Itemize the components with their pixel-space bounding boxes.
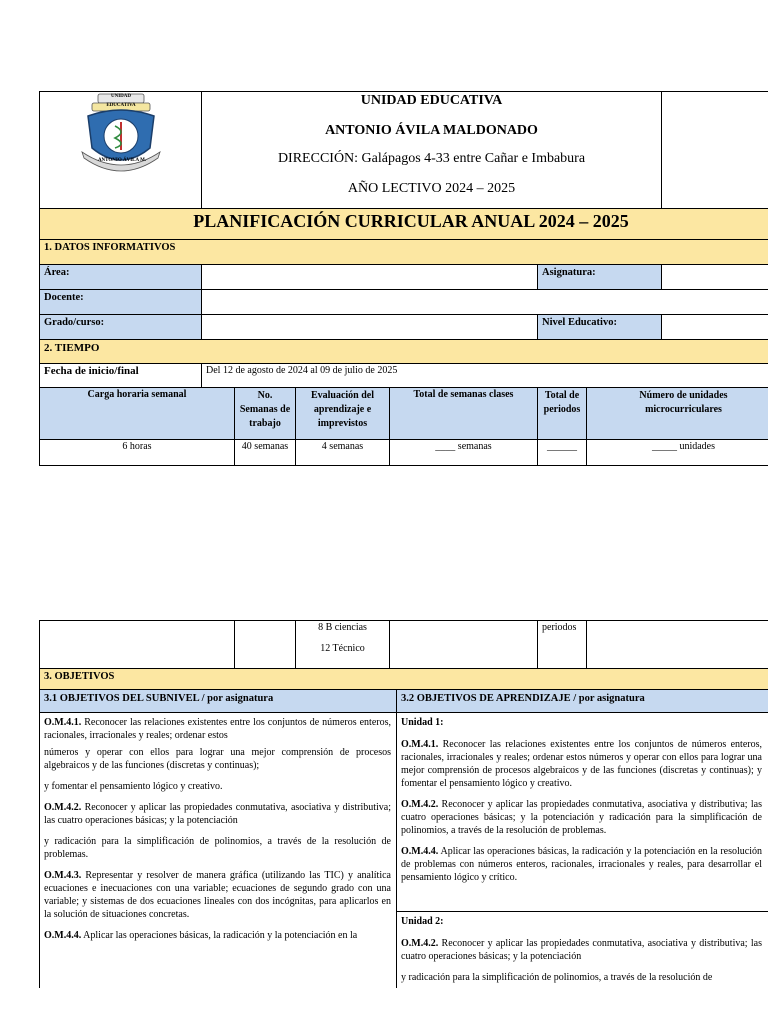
section1-heading: 1. DATOS INFORMATIVOS — [39, 239, 768, 265]
right-objective-4: O.M.4.2. Reconocer y aplicar las propiedades conmutativa, asociativa y distributiva; las cuatro operaciones básicas; y la potenciación — [401, 938, 762, 962]
left-objective-1: O.M.4.1. Reconocer las relaciones existentes entre los conjuntos de números enteros, racionales, irracionales y reales; ordenar estos — [44, 717, 391, 741]
row-unidades: _____ unidades — [586, 439, 768, 466]
logo-cell — [39, 91, 202, 209]
col-carga-header: Carga horaria semanal — [39, 387, 235, 440]
row-carga: 6 horas — [39, 439, 235, 466]
row2-col4 — [389, 620, 538, 669]
unidad-2-label: Unidad 2: — [401, 916, 444, 927]
logo-bottom-text: ANTONIO ÁVILA M. — [97, 158, 147, 163]
area-value[interactable] — [201, 264, 538, 290]
col-total-semanas-header: Total de semanas clases — [389, 387, 538, 440]
docente-label: Docente: — [39, 289, 202, 315]
row-semanas: 40 semanas — [234, 439, 296, 466]
objetivos-aprendizaje-unidad2 — [396, 911, 768, 988]
row2-col5: periodos — [537, 620, 587, 669]
left-objective-2-cont: y radicación para la simplificación de polinomios, a través de la resolución de problemas. — [44, 836, 391, 860]
objetivos-aprendizaje-body — [396, 712, 768, 912]
left-objective-4: O.M.4.4. Aplicar las operaciones básicas, la radicación y la potenciación en la — [44, 930, 358, 941]
school-year: AÑO LECTIVO 2024 – 2025 — [347, 181, 516, 196]
left-objective-1-end: y fomentar el pensamiento lógico y creativo. — [44, 781, 223, 792]
grado-label: Grado/curso: — [39, 314, 202, 340]
row2-col2 — [234, 620, 296, 669]
row2-col1 — [39, 620, 235, 669]
document-title-text: PLANIFICACIÓN CURRICULAR ANUAL 2024 – 2025 — [193, 211, 629, 231]
area-label: Área: — [39, 264, 202, 290]
right-objective-1: O.M.4.1. Reconocer las relaciones existentes entre los conjuntos de números enteros, racionales, irracionales y reales; ordenar estos números y operar con ellos para lograr una mejor comprensión de procesos algebraicos y de las funciones (discretas y continuas); y fomentar el pensamiento lógico y creativo. — [401, 739, 762, 789]
docente-value[interactable] — [201, 289, 768, 315]
row-total-semanas: ____ semanas — [389, 439, 538, 466]
section3-heading: 3. OBJETIVOS — [39, 668, 768, 690]
col-evaluacion-header: Evaluación del aprendizaje e imprevistos — [295, 387, 390, 440]
logo-top-text: UNIDAD — [111, 94, 131, 99]
fecha-value: Del 12 de agosto de 2024 al 09 de julio de 2025 — [201, 363, 768, 388]
objetivos-aprendizaje-heading: 3.2 OBJETIVOS DE APRENDIZAJE / por asignatura — [396, 689, 768, 713]
right-objective-3: O.M.4.4. Aplicar las operaciones básicas, la radicación y la potenciación en la resolución de problemas con números enteros, racionales, irracionales y reales, para desarrollar el pensamiento lógico y crítico. — [401, 846, 762, 883]
row2-tecnico: 12 Técnico — [320, 643, 365, 654]
left-objective-2: O.M.4.2. Reconocer y aplicar las propiedades conmutativa, asociativa y distributiva; las cuatro operaciones básicas; y la potenciación — [44, 802, 391, 826]
section2-heading: 2. TIEMPO — [39, 339, 768, 364]
school-info-cell — [201, 91, 662, 209]
grado-value[interactable] — [201, 314, 538, 340]
objetivos-subnivel-body — [39, 712, 397, 988]
school-name-line2: ANTONIO ÁVILA MALDONADO — [325, 123, 538, 138]
logo-banner-text: EDUCATIVA — [106, 103, 136, 108]
right-objective-2: O.M.4.2. Reconocer y aplicar las propiedades conmutativa, asociativa y distributiva; las cuatro operaciones básicas; y la potenciación y radicación para la simplificación de polinomios, a través de la resolución de problemas. — [401, 799, 762, 836]
col-semanas-header: No. Semanas de trabajo — [234, 387, 296, 440]
unidad-1-label: Unidad 1: — [401, 717, 444, 728]
col-unidades-header: Número de unidades microcurriculares — [586, 387, 768, 440]
school-address: DIRECCIÓN: Galápagos 4-33 entre Cañar e Imbabura — [277, 151, 586, 166]
left-objective-1-cont: números y operar con ellos para lograr una mejor comprensión de procesos algebraicos y de las funciones (discretas y continuas); — [44, 747, 391, 771]
row2-col3 — [295, 620, 390, 669]
row-periodos: ______ — [537, 439, 587, 466]
nivel-label: Nivel Educativo: — [537, 314, 662, 340]
row2-col6 — [586, 620, 768, 669]
row2-ciencias: 8 B ciencias — [318, 622, 367, 633]
right-objective-4-cont: y radicación para la simplificación de polinomios, a través de la resolución de — [401, 972, 713, 983]
asignatura-value[interactable] — [661, 264, 768, 290]
header-right-cell — [661, 91, 768, 209]
objetivos-subnivel-heading: 3.1 OBJETIVOS DEL SUBNIVEL / por asignatura — [39, 689, 397, 713]
fecha-label: Fecha de inicio/final — [39, 363, 202, 388]
row-evaluacion: 4 semanas — [295, 439, 390, 466]
document-title — [39, 208, 768, 240]
col-periodos-header: Total de periodos — [537, 387, 587, 440]
school-name-line1: UNIDAD EDUCATIVA — [360, 93, 503, 108]
asignatura-label: Asignatura: — [537, 264, 662, 290]
left-objective-3: O.M.4.3. Representar y resolver de manera gráfica (utilizando las TIC) y analítica ecuaciones e inecuaciones con una variable; ecuaciones de segundo grado con una variable; y sistemas de dos ecuaciones lineales con dos incógnitas, para aplicarlos en la solución de situaciones concretas. — [44, 870, 391, 920]
nivel-value[interactable] — [661, 314, 768, 340]
